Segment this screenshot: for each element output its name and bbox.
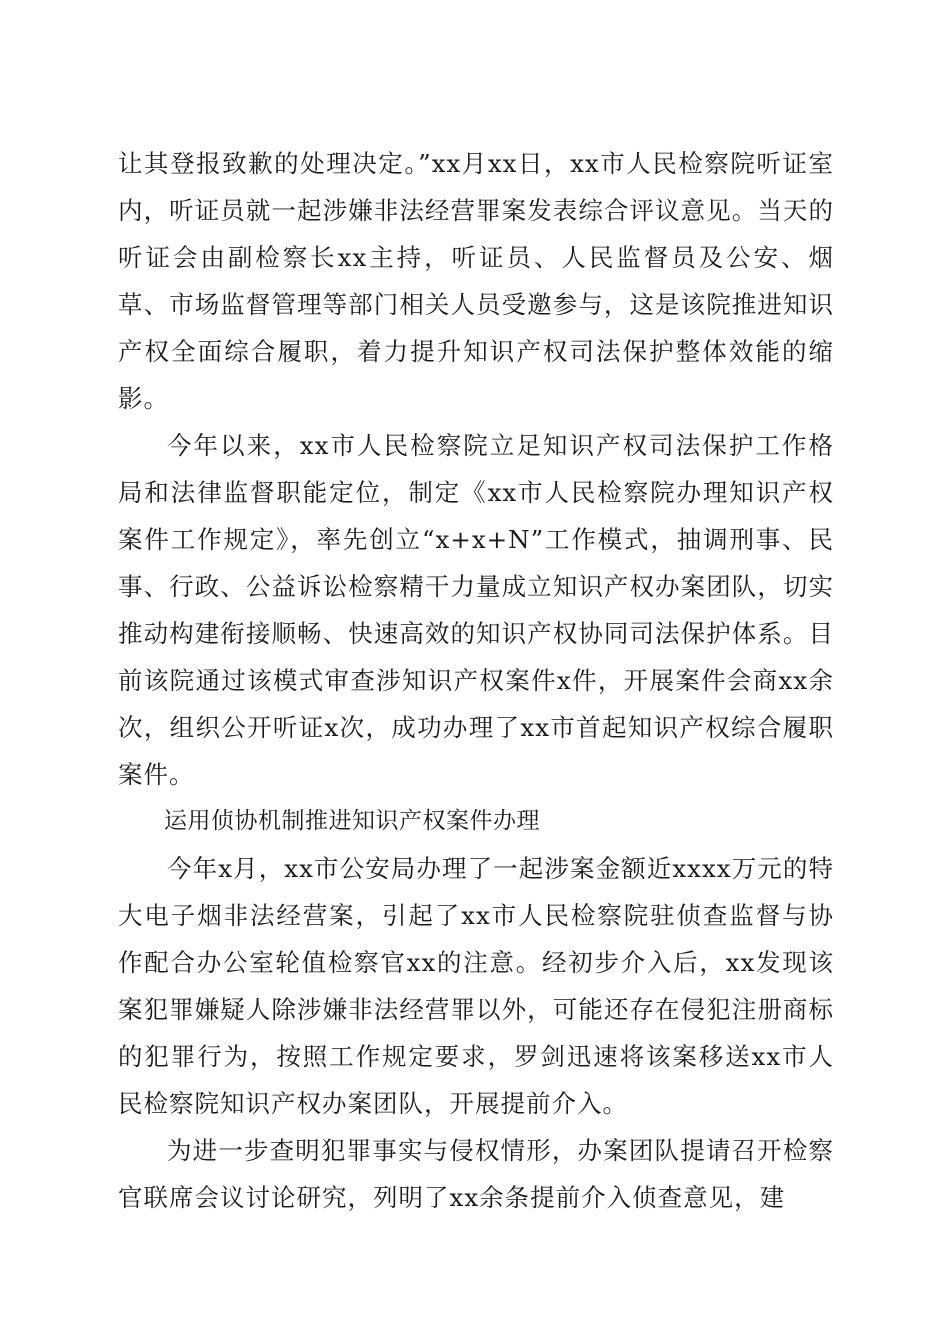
paragraph-2: 今年以来，xx市人民检察院立足知识产权司法保护工作格局和法律监督职能定位，制定《xx市人民检察院办理知识产权案件工作规定》，率先创立“x+x+N”工作模式，抽调刑事、民事、行政、公益诉讼检察精干力量成立知识产权办案团队，切实推动构建衔接顺畅、快速高效的知识产权协同司法保护体系。目前该院通过该模式审查涉知识产权案件x件，开展案件会商xx余次，组织公开听证x次，成功办理了xx市首起知识产权综合履职案件。 — [118, 431, 834, 789]
paragraph-1: 让其登报致歉的处理决定。”xx月xx日，xx市人民检察院听证室内，听证员就一起涉嫌非法经营罪案发表综合评议意见。当天的听证会由副检察长xx主持，听证员、人民监督员及公安、烟草、市场监督管理等部门相关人员受邀参与，这是该院推进知识产权全面综合履职，着力提升知识产权司法保护整体效能的缩影。 — [118, 149, 834, 413]
section-heading: 运用侦协机制推进知识产权案件办理 — [164, 808, 540, 834]
paragraph-4: 为进一步查明犯罪事实与侵权情形，办案团队提请召开检察官联席会议讨论研究，列明了xx余条提前介入侦查意见，建 — [118, 1136, 834, 1212]
document-page — [118, 140, 834, 1221]
paragraph-3: 今年x月，xx市公安局办理了一起涉案金额近xxxx万元的特大电子烟非法经营案，引起了xx市人民检察院驻侦查监督与协作配合办公室轮值检察官xx的注意。经初步介入后，xx发现该案犯罪嫌疑人除涉嫌非法经营罪以外，可能还存在侵犯注册商标的犯罪行为，按照工作规定要求，罗剑迅速将该案移送xx市人民检察院知识产权办案团队，开展提前介入。 — [118, 854, 834, 1118]
